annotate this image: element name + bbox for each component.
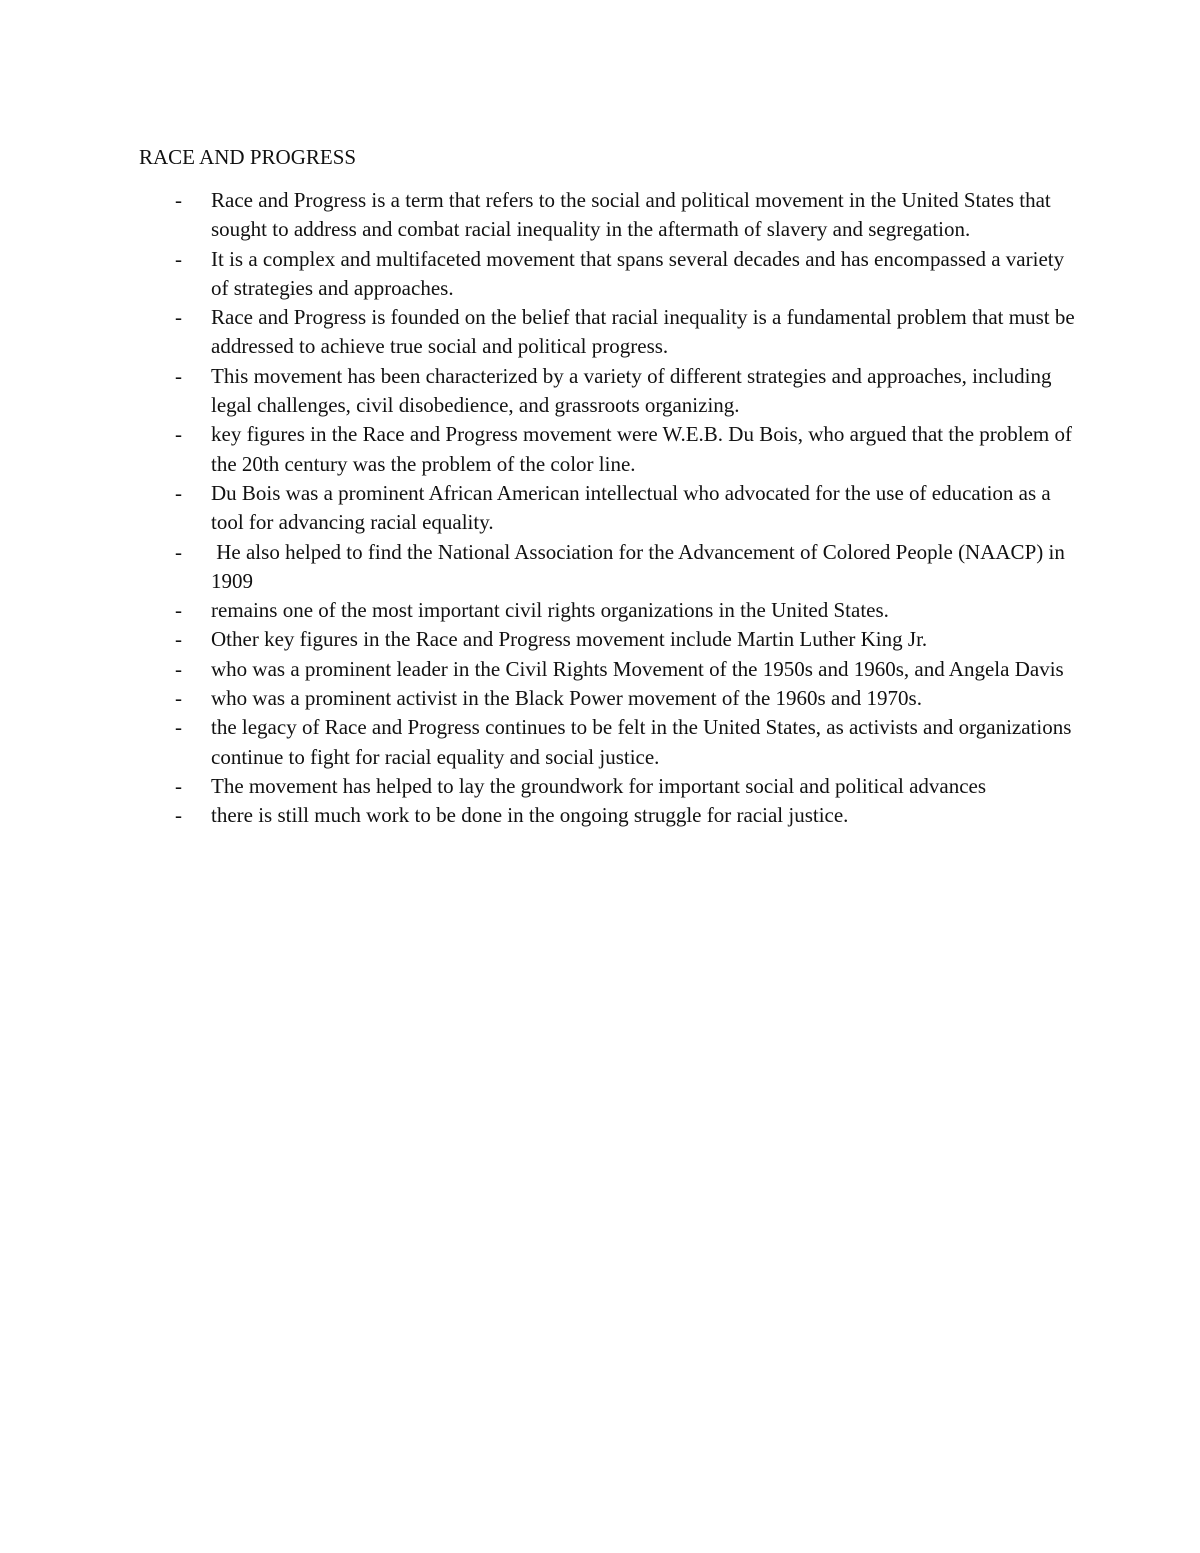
list-item [175, 684, 1075, 713]
list-item-text: Du Bois was a prominent African American intellectual who advocated for the use of education as a tool for advancing racial equality. [211, 480, 1051, 535]
list-item [175, 186, 1075, 245]
bullet-dash: - [175, 715, 182, 740]
bullet-dash: - [175, 656, 182, 681]
bullet-dash: - [175, 598, 182, 623]
bullet-dash: - [175, 422, 182, 447]
list-item-text: It is a complex and multifaceted movement that spans several decades and has encompassed a variety of strategies and approaches. [211, 246, 1065, 300]
bullet-dash: - [175, 480, 182, 505]
list-item-text: He also helped to find the National Association for the Advancement of Colored People (NAACP) in 1909 [211, 539, 1071, 593]
bullet-dash: - [175, 363, 182, 388]
list-item-text: who was a prominent leader in the Civil Rights Movement of the 1950s and 1960s, and Angela Davis [211, 656, 1064, 681]
list-item [175, 479, 1075, 538]
bullet-dash: - [175, 686, 182, 711]
list-item [175, 801, 1075, 830]
bullet-dash: - [175, 627, 182, 652]
document-title: RACE AND PROGRESS [139, 145, 357, 169]
list-item [175, 713, 1075, 772]
list-item-text: who was a prominent activist in the Black Power movement of the 1960s and 1970s. [211, 686, 922, 711]
list-item [175, 772, 1075, 801]
list-item-text: there is still much work to be done in the ongoing struggle for racial justice. [211, 803, 849, 828]
list-item [175, 538, 1075, 597]
bullet-dash: - [175, 773, 182, 798]
list-item [175, 245, 1075, 304]
list-item-text: This movement has been characterized by a variety of different strategies and approaches, including legal challenges, civil disobedience, and grassroots organizing. [211, 363, 1052, 418]
list-item-text: The movement has helped to lay the groundwork for important social and political advances [211, 773, 987, 798]
list-item [175, 303, 1075, 362]
bullet-dash: - [175, 305, 182, 330]
bullet-dash: - [175, 539, 182, 564]
list-item [175, 596, 1075, 625]
list-item-text: the legacy of Race and Progress continues to be felt in the United States, as activists and organizations continue to fight for racial equality and social justice. [211, 715, 1072, 769]
bullet-dash: - [175, 246, 182, 271]
list-item-text: Race and Progress is a term that refers to the social and political movement in the United States that sought to address and combat racial inequality in the aftermath of slavery and segregation. [211, 188, 1051, 242]
list-item [175, 625, 1075, 654]
list-item [175, 362, 1075, 421]
list-item-text: Other key figures in the Race and Progress movement include Martin Luther King Jr. [211, 627, 928, 652]
list-item [175, 655, 1075, 684]
list-item-text: remains one of the most important civil rights organizations in the United States. [211, 598, 889, 623]
list-item [175, 420, 1075, 479]
list-item-text: Race and Progress is founded on the belief that racial inequality is a fundamental problem that must be addressed to achieve true social and political progress. [211, 305, 1075, 359]
list-item-text: key figures in the Race and Progress movement were W.E.B. Du Bois, who argued that the problem of the 20th century was the problem of the color line. [211, 422, 1073, 476]
bullet-dash: - [175, 188, 182, 212]
bullet-list [175, 186, 1075, 831]
bullet-dash: - [175, 803, 182, 828]
